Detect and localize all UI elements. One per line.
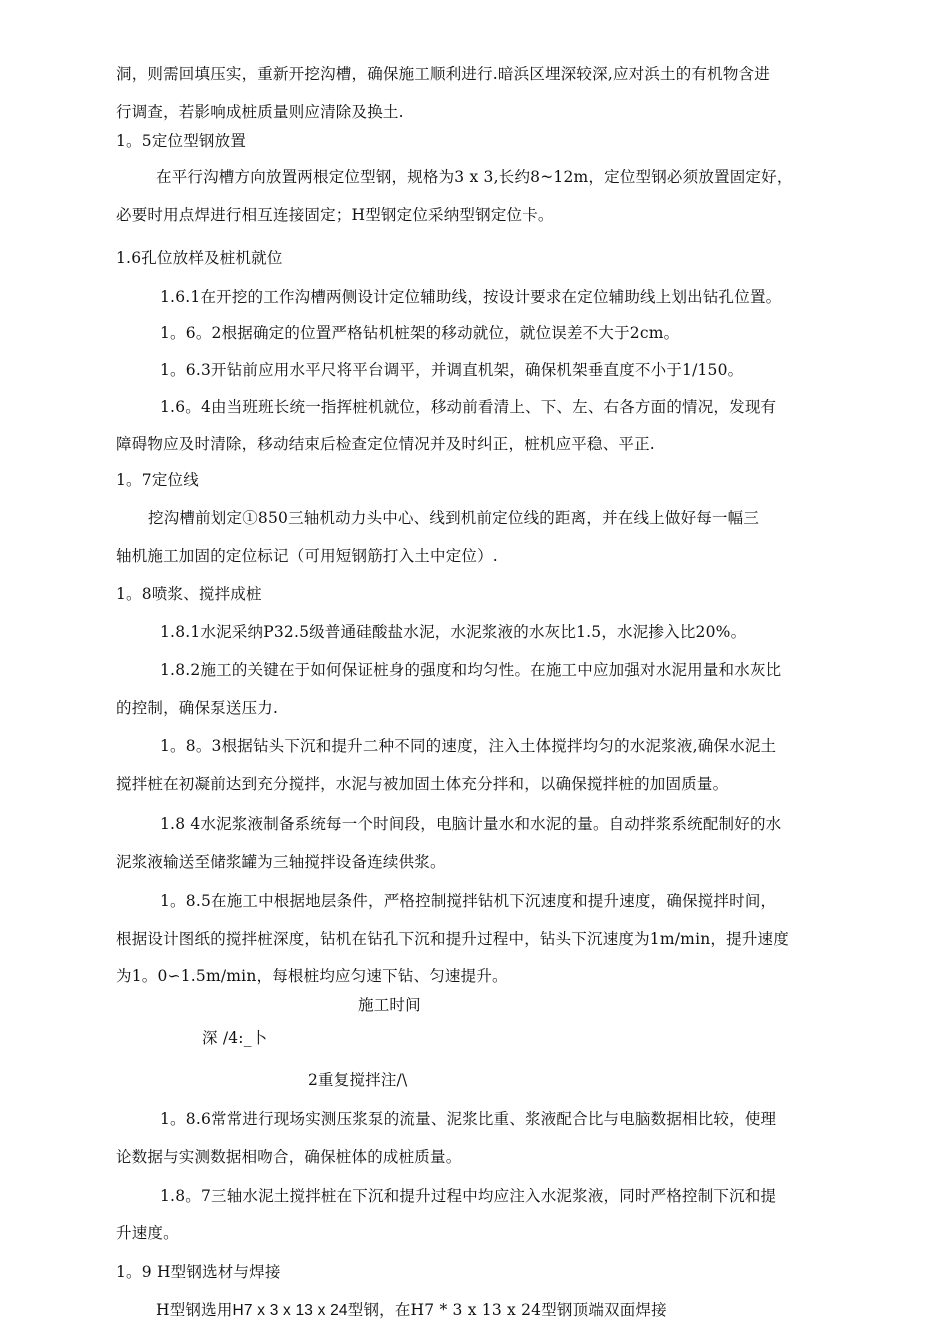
text-line: 洞，则需回填压实，重新开挖沟槽，确保施工顺利进行.暗浜区埋深较深,应对浜土的有机物含进: [116, 65, 770, 83]
text-line: 挖沟槽前划定①850三轴机动力头中心、线到机前定位线的距离，并在线上做好每一幅三: [148, 509, 760, 527]
section-heading: 1。5定位型钢放置: [116, 132, 247, 150]
text-line: 1。8.6常常进行现场实测压浆泵的流量、泥浆比重、浆液配合比与电脑数据相比较，使理: [160, 1110, 777, 1128]
figure-caption: 施工时间: [358, 996, 421, 1014]
text-line: 1。8.5在施工中根据地层条件，严格控制搅拌钻机下沉速度和提升速度，确保搅拌时间，: [160, 892, 777, 910]
section-heading: 1。8喷浆、搅拌成桩: [116, 585, 262, 603]
text-line: 1.8。7三轴水泥土搅拌桩在下沉和提升过程中均应注入水泥浆液，同时严格控制下沉和提: [160, 1187, 777, 1205]
text-line: 的控制，确保泵送压力.: [116, 699, 279, 717]
text-line: 泥浆液输送至储浆罐为三轴搅拌设备连续供浆。: [116, 853, 446, 871]
text-line: 1.8.1水泥采纳P32.5级普通硅酸盐水泥，水泥浆液的水灰比1.5，水泥掺入比20%。: [160, 623, 747, 641]
text-line: 1。8。3根据钻头下沉和提升二种不同的速度，注入土体搅拌均匀的水泥浆液,确保水泥土: [160, 737, 777, 755]
section-heading: 1。7定位线: [116, 471, 199, 489]
text-line: 根据设计图纸的搅拌桩深度，钻机在钻孔下沉和提升过程中，钻头下沉速度为1m/min，提升速度: [116, 930, 789, 948]
text-fragment: H7 x 3 x 13 x 24: [232, 1302, 348, 1319]
text-line: 行调查，若影响成桩质量则应清除及换土.: [116, 103, 404, 121]
text-line: [156, 1300, 667, 1321]
section-heading: 1.6孔位放样及桩机就位: [116, 249, 283, 267]
text-line: 论数据与实测数据相吻合，确保桩体的成桩质量。: [116, 1148, 462, 1166]
text-line: 必要时用点焊进行相互连接固定；H型钢定位采纳型钢定位卡。: [116, 206, 554, 224]
text-line: 为1。0∽1.5m/min，每根桩均应匀速下钻、匀速提升。: [116, 967, 508, 985]
figure-label: 深 /4:_卜: [202, 1029, 268, 1047]
text-line: 轴机施工加固的定位标记（可用短钢筋打入土中定位）.: [116, 547, 498, 565]
text-line: 1。6.3开钻前应用水平尺将平台调平，并调直机架，确保机架垂直度不小于1/150。: [160, 361, 744, 379]
text-line: 搅拌桩在初凝前达到充分搅拌，水泥与被加固土体充分拌和，以确保搅拌桩的加固质量。: [116, 775, 729, 793]
text-line: 1.8.2施工的关键在于如何保证桩身的强度和均匀性。在施工中应加强对水泥用量和水灰比: [160, 661, 782, 679]
text-line: 1。6。2根据确定的位置严格钻机桩架的移动就位，就位误差不大于2cm。: [160, 324, 680, 342]
text-line: 1.6。4由当班班长统一指挥桩机就位，移动前看清上、下、左、右各方面的情况，发现有: [160, 398, 777, 416]
text-line: 1.8 4水泥浆液制备系统每一个时间段，电脑计量水和水泥的量。自动拌浆系统配制好的水: [160, 815, 782, 833]
text-line: 障碍物应及时清除，移动结束后检查定位情况并及时纠正，桩机应平稳、平正.: [116, 435, 655, 453]
text-line: 1.6.1在开挖的工作沟槽两侧设计定位辅助线，按设计要求在定位辅助线上划出钻孔位置。: [160, 288, 782, 306]
text-fragment: 型钢，在H7 * 3 x 13 x 24型钢顶端双面焊接: [347, 1301, 667, 1319]
text-fragment: H型钢选用: [156, 1301, 233, 1319]
section-heading: 1。9 H型钢选材与焊接: [116, 1263, 281, 1281]
text-line: 升速度。: [116, 1224, 179, 1242]
text-line: 在平行沟槽方向放置两根定位型钢，规格为3 x 3,长约8~12m，定位型钢必须放置固定好，: [156, 168, 793, 186]
figure-label: 2重复搅拌注/\: [308, 1071, 408, 1089]
